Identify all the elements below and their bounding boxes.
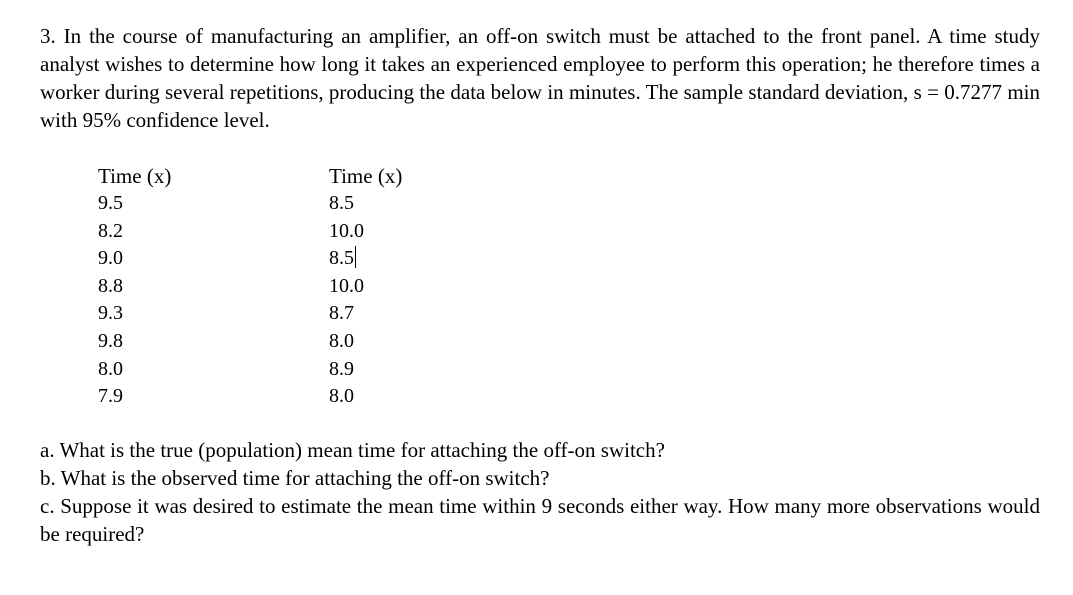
question-b: b. What is the observed time for attaching the off-on switch? (40, 466, 550, 490)
column-header-right: Time (x) (329, 164, 403, 188)
time-value: 8.0 (98, 357, 123, 380)
time-value: 9.8 (98, 329, 123, 352)
problem-statement: 3. In the course of manufacturing an amplifier, an off-on switch must be attached to the front panel. A time study analyst wishes to determine how long it takes an experienced employee to perform this operation; he therefore times a worker during several repetitions, producing the data below in minutes. The sample standard deviation, s = 0.7277 min with 95% confidence level. (40, 24, 1040, 132)
time-value: 9.3 (98, 302, 123, 325)
time-value: 8.9 (329, 357, 354, 380)
time-value: 8.8 (98, 274, 123, 297)
time-value-with-cursor[interactable] (329, 245, 402, 273)
time-value: 8.0 (329, 329, 354, 352)
time-value: 7.9 (98, 385, 123, 408)
time-value: 10.0 (329, 219, 364, 242)
questions (40, 436, 1040, 548)
time-value: 8.2 (98, 219, 123, 242)
text-cursor (355, 246, 356, 268)
column-header-left: Time (x) (98, 164, 172, 188)
time-value: 8.5 (329, 192, 354, 214)
question-c: c. Suppose it was desired to estimate the mean time within 9 seconds either way. How many more observations would be required? (40, 494, 1040, 546)
time-value: 8.5 (329, 247, 354, 270)
question-a: a. What is the true (population) mean time for attaching the off-on switch? (40, 438, 665, 462)
time-value: 10.0 (329, 274, 364, 297)
time-value: 8.0 (329, 385, 354, 408)
time-value: 9.5 (98, 192, 123, 214)
time-value: 8.7 (329, 302, 354, 325)
time-column-right (329, 162, 402, 411)
time-value: 9.0 (98, 247, 123, 270)
time-column-left (98, 162, 171, 411)
